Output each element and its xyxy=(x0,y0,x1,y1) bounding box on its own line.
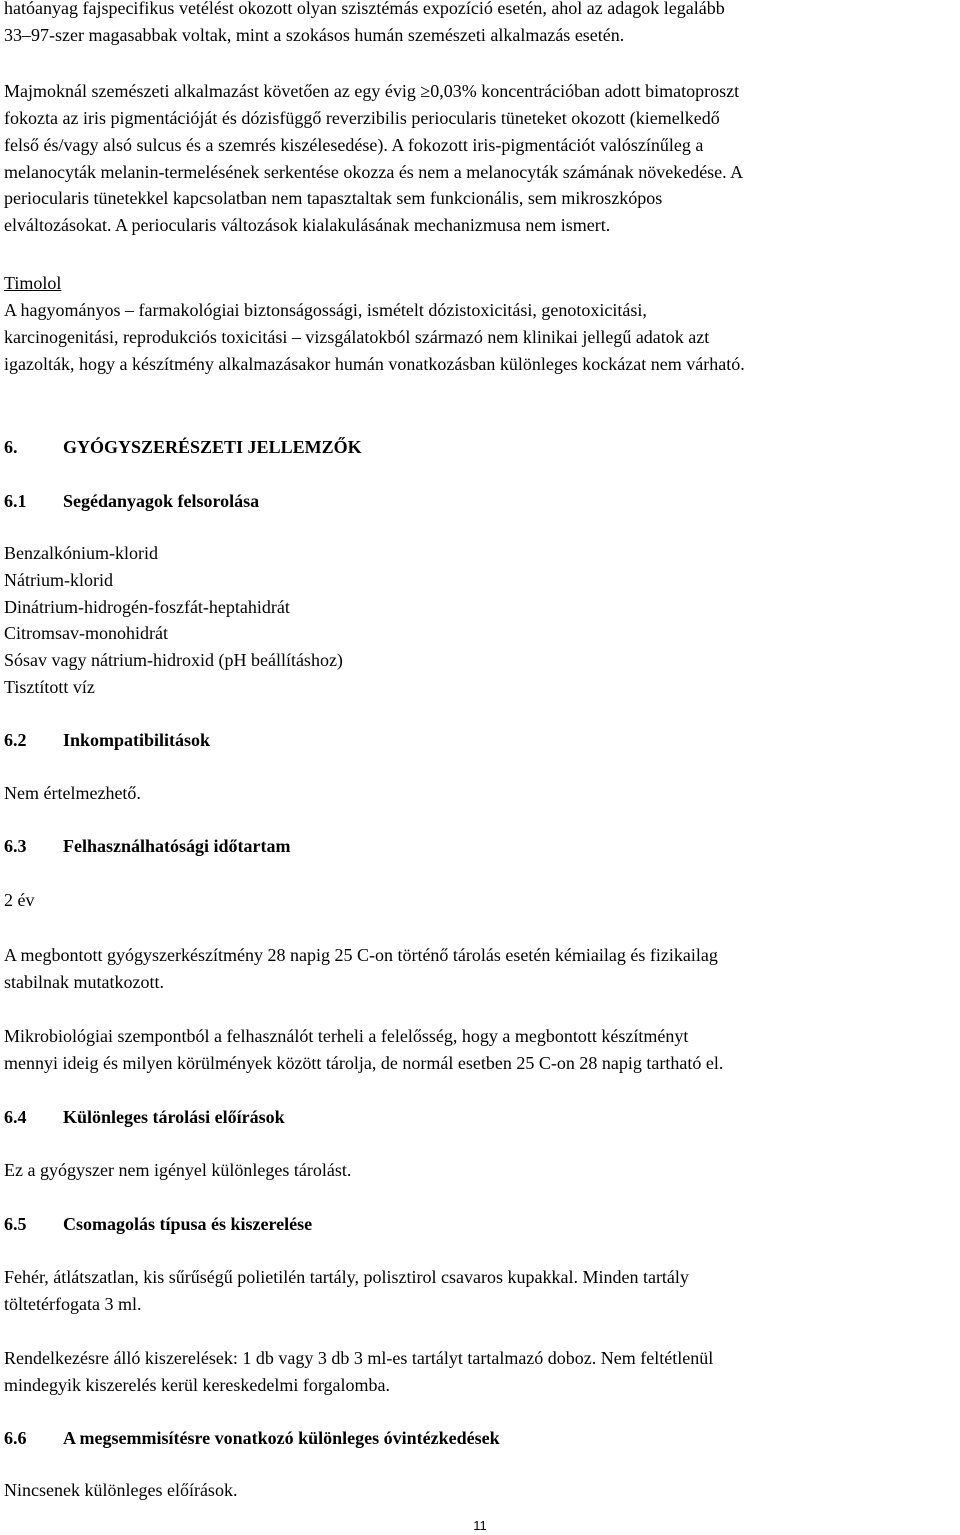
list-item: Tisztított víz xyxy=(4,676,95,697)
section-number: 6.6 xyxy=(4,1428,27,1448)
text-line: periocularis tünetekkel kapcsolatban nem tapasztaltak sem funkcionális, sem mikroszkópos xyxy=(4,188,663,208)
section-title: Inkompatibilitások xyxy=(63,730,211,750)
text-line: töltetérfogata 3 ml. xyxy=(4,1294,142,1314)
storage-text: Ez a gyógyszer nem igényel különleges tárolást. xyxy=(4,1160,352,1180)
section-title: A megsemmisítésre vonatkozó különleges óvintézkedések xyxy=(63,1428,500,1448)
text-line: igazolták, hogy a készítmény alkalmazásakor humán vonatkozásban különleges kockázat nem várható. xyxy=(4,354,745,374)
section-6-5-heading xyxy=(4,1211,312,1238)
text-line: melanocyták melanin-termelésének serkentése okozza és nem a melanocyták számának növekedése. A xyxy=(4,161,744,182)
timolol-title: Timolol xyxy=(4,273,62,293)
list-item: Benzalkónium-klorid xyxy=(4,543,158,563)
text-line: A megbontott gyógyszerkészítmény 28 napig 25 C-on történő tárolás esetén kémiailag és fizikailag xyxy=(4,945,718,965)
section-title: Különleges tárolási előírások xyxy=(63,1107,285,1127)
disposal-text: Nincsenek különleges előírások. xyxy=(4,1480,238,1500)
excipient-list xyxy=(4,540,343,701)
list-item: Dinátrium-hidrogén-foszfát-heptahidrát xyxy=(4,596,290,617)
text-line: stabilnak mutatkozott. xyxy=(4,972,164,992)
section-number: 6.2 xyxy=(4,730,27,750)
toxicity-paragraph xyxy=(4,0,956,49)
section-number: 6.5 xyxy=(4,1214,27,1234)
pack-sizes-paragraph xyxy=(4,1345,956,1399)
section-6-3-heading xyxy=(4,833,291,860)
text-line: 33–97-szer magasabbak voltak, mint a szokásos humán szemészeti alkalmazás esetén. xyxy=(4,25,625,45)
list-item: Sósav vagy nátrium-hidroxid (pH beállításhoz) xyxy=(4,650,343,671)
page-number: 11 xyxy=(473,1518,487,1533)
timolol-section xyxy=(4,270,956,378)
text-line: Mikrobiológiai szempontból a felhasználót terheli a felelősség, hogy a megbontott készítményt xyxy=(4,1026,689,1046)
list-item: Nátrium-klorid xyxy=(4,569,113,590)
text-line: Majmoknál szemészeti alkalmazást követően az egy évig ≥0,03% koncentrációban adott bimatoproszt xyxy=(4,81,740,101)
shelf-life-text: 2 év xyxy=(4,890,35,910)
text-line: elváltozásokat. A periocularis változások kialakulásának mechanizmusa nem ismert. xyxy=(4,214,611,235)
section-number: 6. xyxy=(4,437,18,457)
text-line: A hagyományos – farmakológiai biztonságossági, ismételt dózistoxicitási, genotoxicitási, xyxy=(4,300,647,320)
microbiology-paragraph xyxy=(4,1023,956,1077)
text-line: mennyi ideig és milyen körülmények között tárolja, de normál esetben 25 C-on 28 napig tartható el. xyxy=(4,1053,724,1073)
section-6-1-heading xyxy=(4,488,259,515)
text-line: Rendelkezésre álló kiszerelések: 1 db vagy 3 db 3 ml-es tartályt tartalmazó doboz. Nem feltétlenül xyxy=(4,1348,714,1368)
text-line: fokozta az iris pigmentációját és dózisfüggő reverzibilis periocularis tüneteket okozott (kiemelkedő xyxy=(4,108,720,128)
section-number: 6.3 xyxy=(4,836,27,856)
text-line: karcinogenitási, reprodukciós toxicitási – vizsgálatokból származó nem klinikai jellegű adatok azt xyxy=(4,327,710,347)
text-line: Fehér, átlátszatlan, kis sűrűségű polietilén tartály, polisztirol csavaros kupakkal. Minden tartály xyxy=(4,1267,689,1287)
section-number: 6.1 xyxy=(4,491,27,511)
section-6-2-heading xyxy=(4,727,210,754)
container-paragraph xyxy=(4,1264,956,1318)
section-title: Felhasználhatósági időtartam xyxy=(63,836,291,856)
section-6-6-heading xyxy=(4,1425,500,1452)
section-number: 6.4 xyxy=(4,1107,27,1127)
section-title: Csomagolás típusa és kiszerelése xyxy=(63,1214,313,1234)
list-item: Citromsav-monohidrát xyxy=(4,623,168,644)
section-6-heading xyxy=(4,434,362,461)
incompatibility-text: Nem értelmezhető. xyxy=(4,783,141,803)
text-line: mindegyik kiszerelés kerül kereskedelmi forgalomba. xyxy=(4,1375,391,1395)
section-6-4-heading xyxy=(4,1104,285,1131)
text-line: hatóanyag fajspecifikus vetélést okozott olyan szisztémás expozíció esetén, ahol az adagok legalább xyxy=(4,0,725,18)
section-title: Segédanyagok felsorolása xyxy=(63,491,260,511)
bimatoprost-paragraph xyxy=(4,78,956,238)
opened-storage-paragraph xyxy=(4,942,956,996)
text-line: felső és/vagy alsó sulcus és a szemrés kiszélesedése). A fokozott iris-pigmentációt valószínűleg a xyxy=(4,135,704,155)
section-title: GYÓGYSZERÉSZETI JELLEMZŐK xyxy=(63,437,362,457)
